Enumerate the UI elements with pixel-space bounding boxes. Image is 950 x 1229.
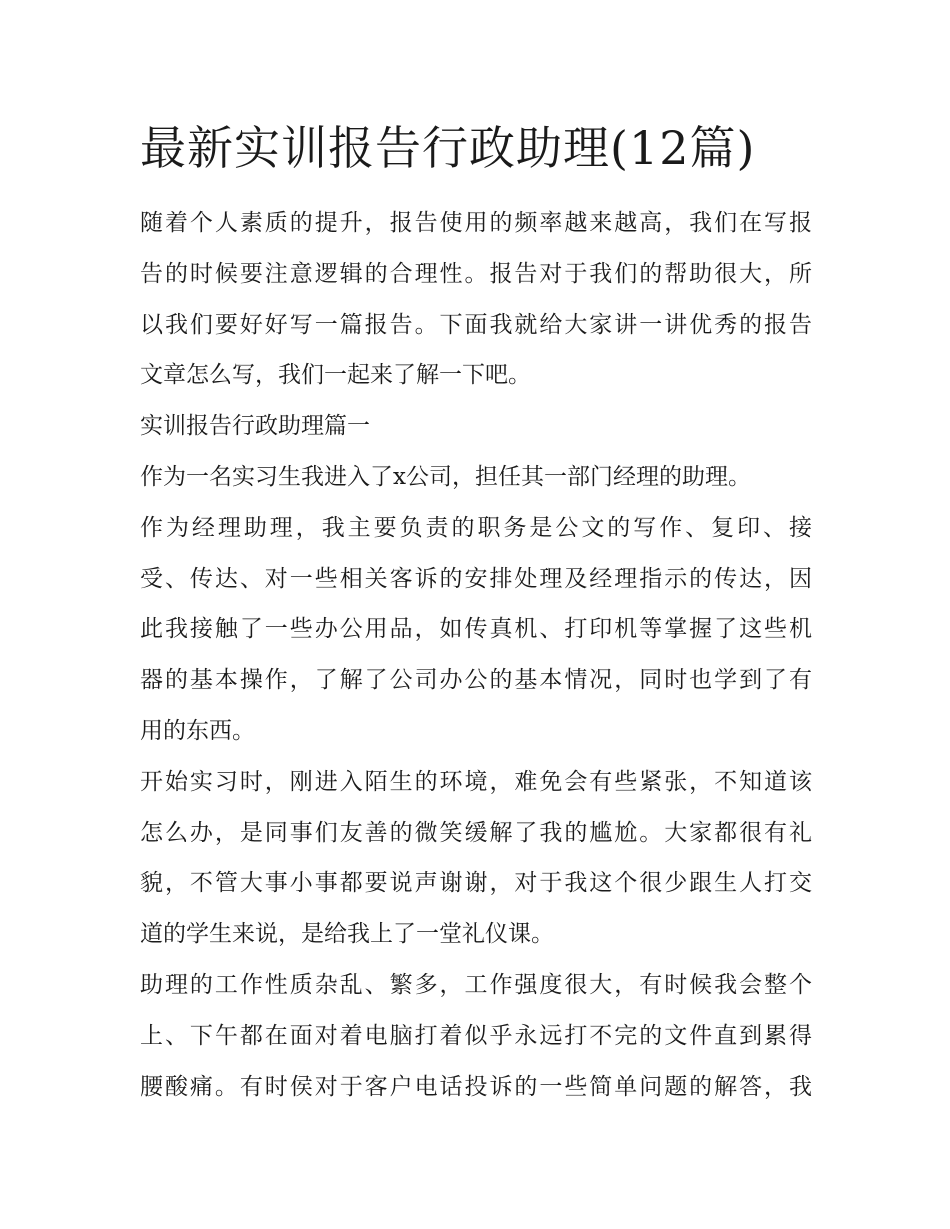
body-paragraph <box>140 503 812 757</box>
text-line: 作为一名实习生我进入了x公司，担任其一部门经理的助理。 <box>140 463 751 490</box>
text-line: 上、下午都在面对着电脑打着似乎永远打不完的文件直到累得 <box>140 1022 812 1049</box>
document-title: 最新实训报告行政助理(12篇) <box>140 121 756 175</box>
text-line: 作为经理助理，我主要负责的职务是公文的写作、复印、接 <box>140 514 812 541</box>
text-line: 随着个人素质的提升，报告使用的频率越来越高，我们在写报 <box>140 210 812 236</box>
text-line: 怎么办，是同事们友善的微笑缓解了我的尴尬。大家都很有礼 <box>140 819 812 846</box>
document-body <box>140 198 812 1112</box>
text-line: 受、传达、对一些相关客诉的安排处理及经理指示的传达，因 <box>140 565 812 592</box>
text-line: 此我接触了一些办公用品，如传真机、打印机等掌握了这些机 <box>140 616 812 643</box>
text-line: 道的学生来说，是给我上了一堂礼仪课。 <box>140 921 554 948</box>
text-line: 用的东西。 <box>140 717 255 744</box>
section-heading <box>140 401 812 452</box>
body-paragraph <box>140 960 812 1112</box>
text-line: 器的基本操作，了解了公司办公的基本情况，同时也学到了有 <box>140 667 812 694</box>
body-paragraph <box>140 757 812 960</box>
text-line: 实训报告行政助理篇一 <box>140 413 370 440</box>
text-line: 开始实习时，刚进入陌生的环境，难免会有些紧张，不知道该 <box>140 768 812 795</box>
text-line: 告的时候要注意逻辑的合理性。报告对于我们的帮助很大，所 <box>140 260 812 287</box>
body-paragraph <box>140 198 812 401</box>
document-page <box>140 112 812 1112</box>
text-line: 文章怎么写，我们一起来了解一下吧。 <box>140 362 531 389</box>
text-line: 貌，不管大事小事都要说声谢谢，对于我这个很少跟生人打交 <box>140 870 812 897</box>
text-line: 以我们要好好写一篇报告。下面我就给大家讲一讲优秀的报告 <box>140 311 812 338</box>
text-line: 助理的工作性质杂乱、繁多，工作强度很大，有时候我会整个 <box>140 971 812 998</box>
text-line: 腰酸痛。有时侯对于客户电话投诉的一些简单问题的解答，我 <box>140 1073 812 1100</box>
body-paragraph <box>140 452 812 503</box>
